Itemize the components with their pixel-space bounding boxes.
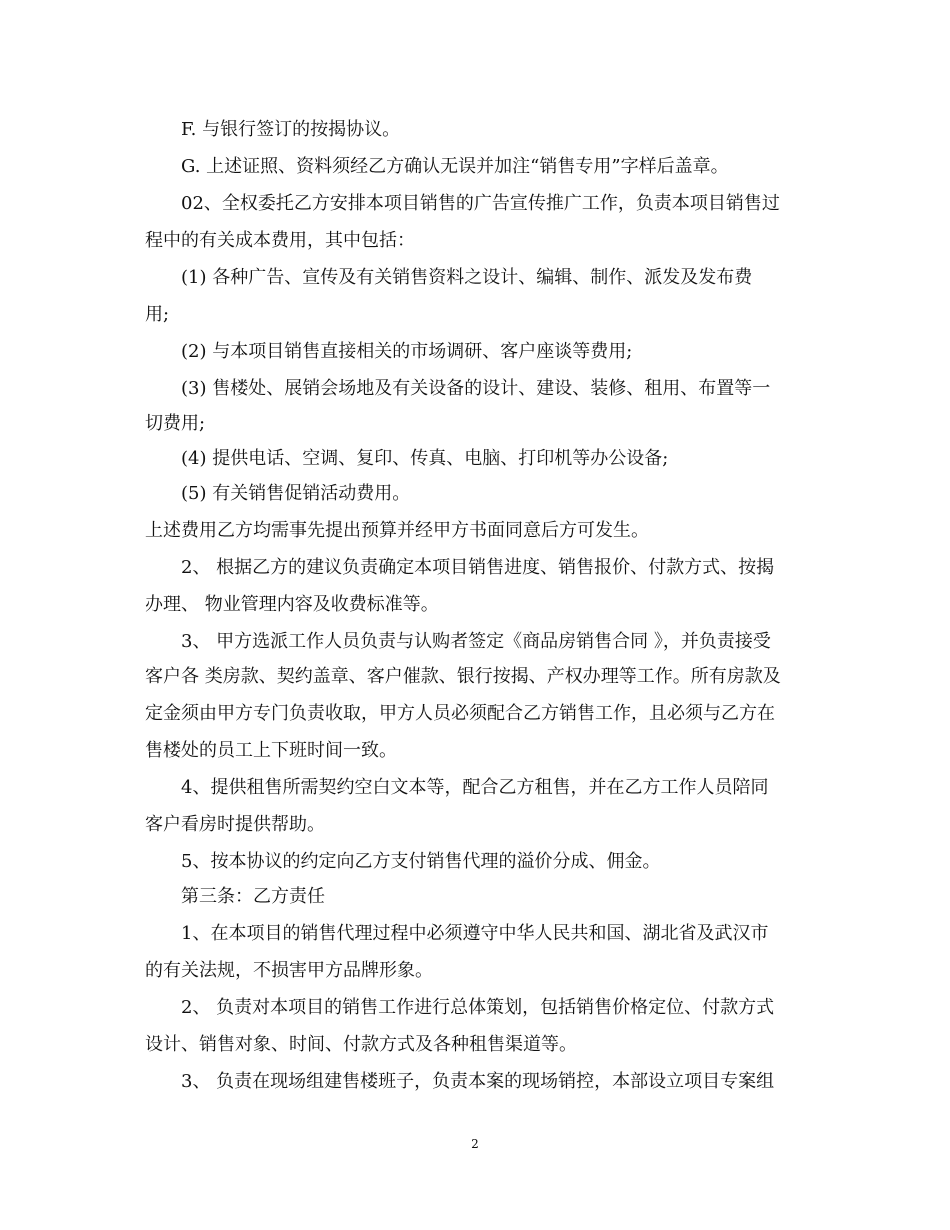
text-line: (2) 与本项目销售直接相关的市场调研、客户座谈等费用; (181, 341, 633, 362)
text-line: 客户各 类房款、契约盖章、客户催款、银行按揭、产权办理等工作。所有房款及 (145, 666, 781, 687)
text-line: 3、 负责在现场组建售楼班子，负责本案的现场销控，本部设立项目专案组 (181, 1071, 775, 1092)
text-line: 3、 甲方选派工作人员负责与认购者签定《商品房销售合同 》，并负责接受 (181, 631, 771, 652)
text-line: (3) 售楼处、展销会场地及有关设备的设计、建设、装修、租用、布置等一 (181, 378, 771, 399)
text-line: 定金须由甲方专门负责收取，甲方人员必须配合乙方销售工作，且必须与乙方在 (145, 703, 775, 724)
text-line: 1、在本项目的销售代理过程中必须遵守中华人民共和国、湖北省及武汉市 (181, 923, 769, 944)
text-line: 2、 根据乙方的建议负责确定本项目销售进度、销售报价、付款方式、按揭 (181, 557, 775, 578)
page-number: 2 (471, 1137, 479, 1151)
text-line: 的有关法规，不损害甲方品牌形象。 (145, 960, 433, 981)
text-line: (4) 提供电话、空调、复印、传真、电脑、打印机等办公设备; (181, 448, 669, 469)
text-line: 上述费用乙方均需事先提出预算并经甲方书面同意后方可发生。 (145, 520, 649, 541)
text-line: 2、 负责对本项目的销售工作进行总体策划，包括销售价格定位、付款方式 (181, 997, 775, 1018)
text-line: G. 上述证照、资料须经乙方确认无误并加注“销售专用”字样后盖章。 (181, 156, 729, 177)
text-line: 5、按本协议的约定向乙方支付销售代理的溢价分成、佣金。 (181, 851, 661, 872)
text-line: 设计、销售对象、时间、付款方式及各种租售渠道等。 (145, 1034, 577, 1055)
text-line: 客户看房时提供帮助。 (145, 814, 325, 835)
text-line: 4、提供租售所需契约空白文本等，配合乙方租售，并在乙方工作人员陪同 (181, 777, 769, 798)
text-line: 02、全权委托乙方安排本项目销售的广告宣传推广工作，负责本项目销售过 (181, 193, 780, 214)
text-line: (1) 各种广告、宣传及有关销售资料之设计、编辑、制作、派发及发布费 (181, 267, 753, 288)
text-line: (5) 有关销售促销活动费用。 (181, 483, 411, 504)
text-line: 售楼处的员工上下班时间一致。 (145, 740, 397, 761)
text-line: 用; (145, 304, 170, 325)
text-line: 程中的有关成本费用，其中包括： (145, 230, 415, 251)
text-line: 办理、 物业管理内容及收费标准等。 (145, 594, 439, 615)
text-line: 切费用; (145, 413, 206, 434)
text-line: F. 与银行签订的按揭协议。 (181, 119, 401, 140)
section-heading: 第三条：乙方责任 (181, 886, 325, 907)
